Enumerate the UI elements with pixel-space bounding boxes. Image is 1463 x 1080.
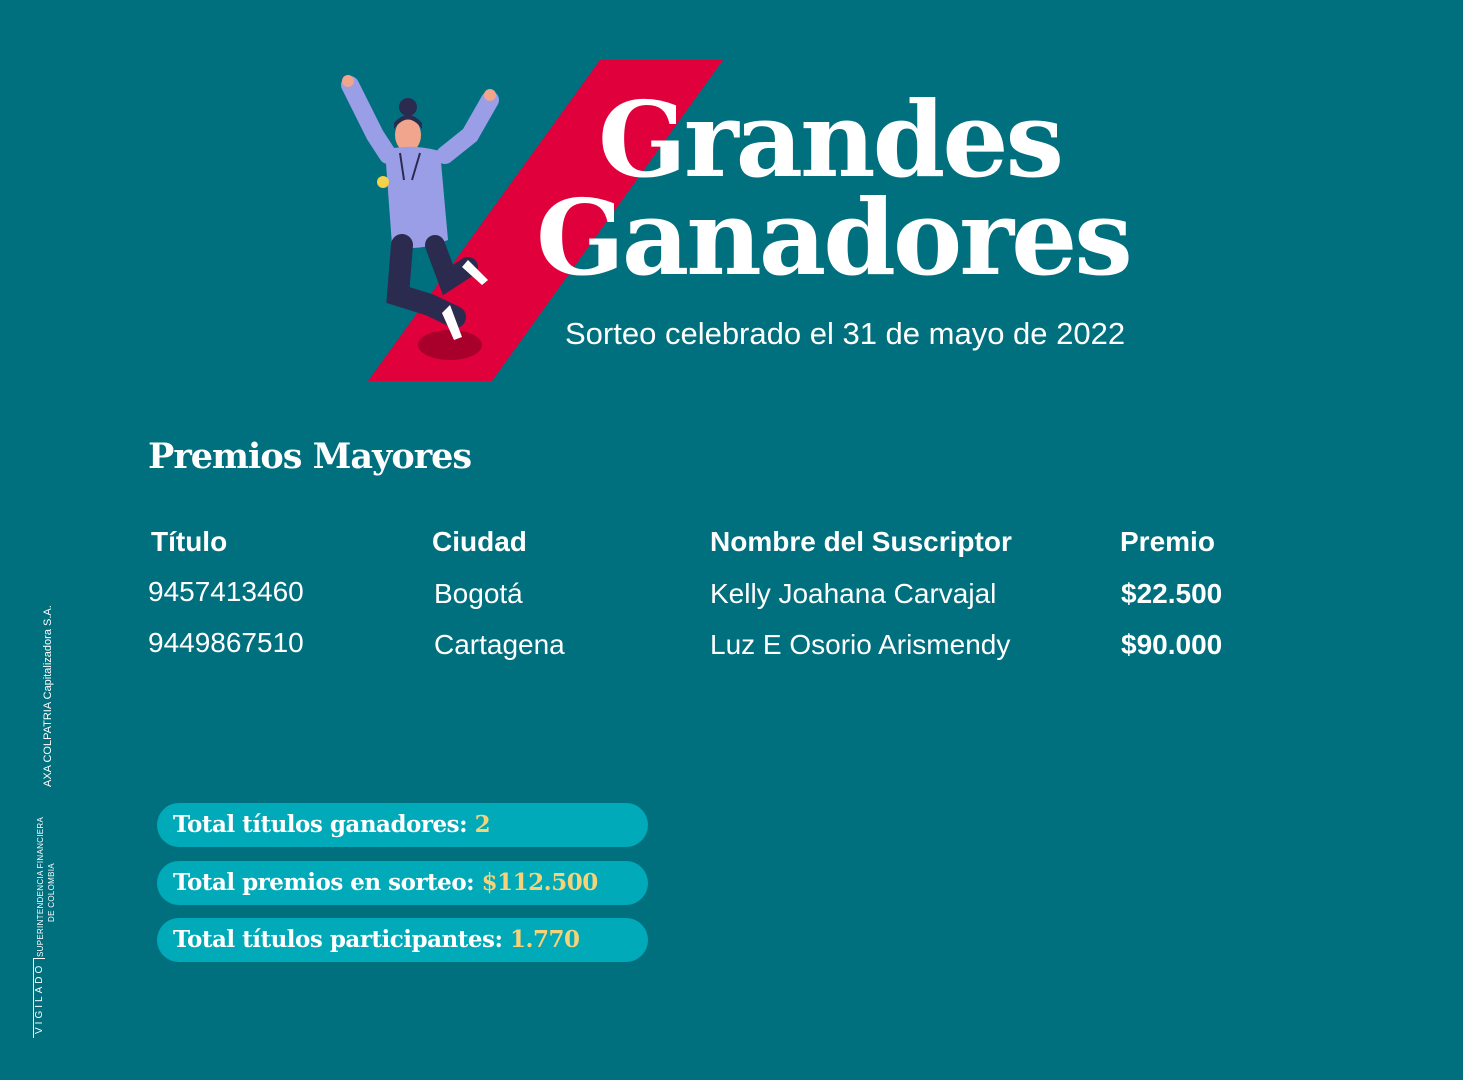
hero-title-line2: Ganadores [536, 176, 1130, 299]
cell-nombre: Luz E Osorio Arismendy [710, 629, 1011, 660]
total-participants-pill [157, 918, 648, 962]
total-winners-pill [157, 803, 648, 847]
cell-ciudad: Cartagena [434, 629, 565, 660]
cell-titulo: 9449867510 [148, 627, 304, 658]
cell-titulo: 9457413460 [148, 576, 304, 607]
total-participants-label: Total títulos participantes: [173, 926, 503, 953]
header-nombre: Nombre del Suscriptor [710, 526, 1012, 557]
cell-ciudad: Bogotá [434, 578, 523, 609]
total-prizes-label: Total premios en sorteo: [173, 869, 475, 896]
header-ciudad: Ciudad [432, 526, 527, 557]
total-participants-value: 1.770 [509, 926, 580, 953]
company-name-vertical: AXA COLPATRIA Capitalizadora S.A. [42, 605, 54, 787]
superintendencia-line1: SUPERINTENDENCIA FINANCIERA [36, 816, 45, 957]
section-title: Premios Mayores [148, 436, 472, 477]
vigilado-badge: VIGILADO [33, 958, 45, 1038]
header-titulo: Título [151, 526, 228, 557]
header-premio: Premio [1120, 526, 1215, 557]
cell-nombre: Kelly Joahana Carvajal [710, 578, 997, 609]
total-prizes-pill [157, 861, 648, 905]
total-prizes-value: $112.500 [481, 869, 598, 896]
hero-title-line1: Grandes [598, 78, 1062, 201]
superintendencia-line2: DE COLOMBIA [47, 863, 56, 922]
total-winners-value: 2 [474, 811, 491, 838]
draw-date-subtitle: Sorteo celebrado el 31 de mayo de 2022 [565, 316, 1126, 351]
cell-premio: $90.000 [1121, 629, 1223, 660]
cell-premio: $22.500 [1121, 578, 1223, 609]
total-winners-label: Total títulos ganadores: [173, 811, 468, 838]
